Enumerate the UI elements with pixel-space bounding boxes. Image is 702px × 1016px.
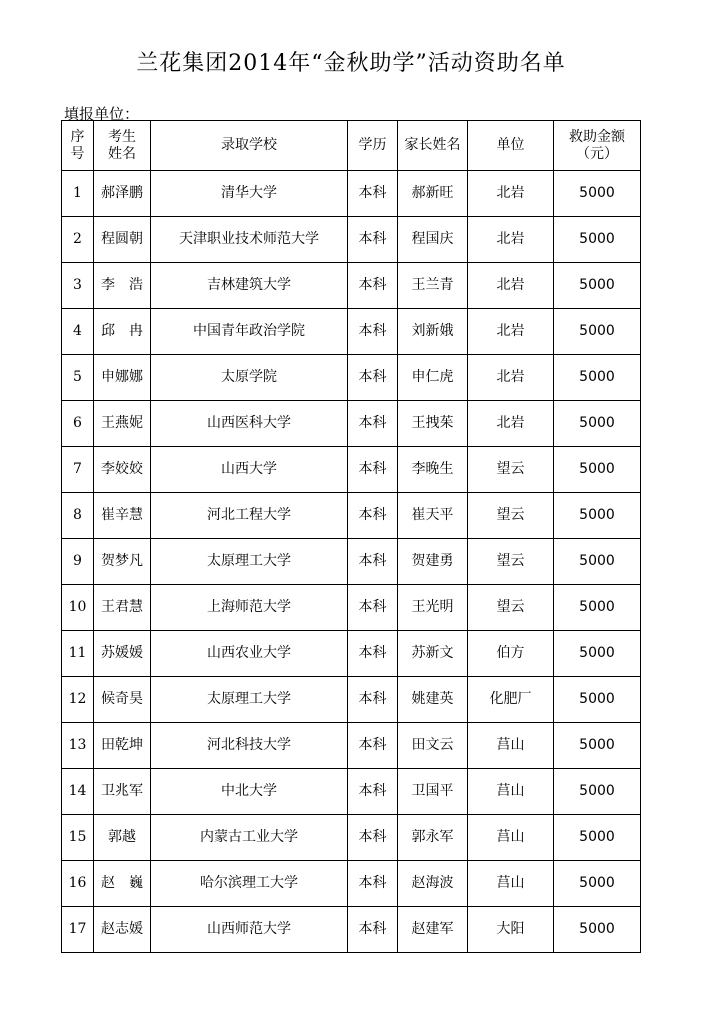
cell-name: 赵 巍 (94, 861, 151, 907)
table-row (62, 447, 641, 493)
cell-name: 田乾坤 (94, 723, 151, 769)
cell-amount: 5000 (554, 677, 641, 723)
cell-amount: 5000 (554, 723, 641, 769)
cell-school: 山西师范大学 (151, 907, 348, 953)
header-parent: 家长姓名 (398, 121, 468, 171)
cell-seq: 13 (62, 723, 94, 769)
cell-unit: 大阳 (468, 907, 554, 953)
cell-unit: 望云 (468, 447, 554, 493)
cell-amount: 5000 (554, 263, 641, 309)
table-row (62, 355, 641, 401)
cell-parent: 姚建英 (398, 677, 468, 723)
table-row (62, 585, 641, 631)
cell-amount: 5000 (554, 447, 641, 493)
cell-education: 本科 (348, 217, 398, 263)
table-row (62, 217, 641, 263)
cell-parent: 郭永军 (398, 815, 468, 861)
fill-unit-label: 填报单位： (64, 105, 140, 123)
header-unit: 单位 (468, 121, 554, 171)
cell-unit: 北岩 (468, 309, 554, 355)
cell-school: 太原理工大学 (151, 677, 348, 723)
cell-unit: 莒山 (468, 861, 554, 907)
cell-unit: 莒山 (468, 815, 554, 861)
cell-education: 本科 (348, 401, 398, 447)
cell-seq: 16 (62, 861, 94, 907)
cell-amount: 5000 (554, 631, 641, 677)
cell-education: 本科 (348, 631, 398, 677)
cell-name: 崔辛慧 (94, 493, 151, 539)
cell-school: 吉林建筑大学 (151, 263, 348, 309)
cell-parent: 申仁虎 (398, 355, 468, 401)
header-school: 录取学校 (151, 121, 348, 171)
cell-amount: 5000 (554, 217, 641, 263)
cell-amount: 5000 (554, 585, 641, 631)
cell-name: 苏媛媛 (94, 631, 151, 677)
cell-seq: 17 (62, 907, 94, 953)
cell-school: 山西农业大学 (151, 631, 348, 677)
cell-education: 本科 (348, 539, 398, 585)
cell-parent: 田文云 (398, 723, 468, 769)
cell-seq: 3 (62, 263, 94, 309)
cell-name: 李姣姣 (94, 447, 151, 493)
cell-school: 河北工程大学 (151, 493, 348, 539)
cell-name: 贺梦凡 (94, 539, 151, 585)
header-amount-line2: （元） (576, 145, 618, 162)
cell-parent: 王兰青 (398, 263, 468, 309)
cell-amount: 5000 (554, 171, 641, 217)
cell-school: 中北大学 (151, 769, 348, 815)
cell-name: 王燕妮 (94, 401, 151, 447)
cell-seq: 10 (62, 585, 94, 631)
cell-name: 郝泽鹏 (94, 171, 151, 217)
cell-amount: 5000 (554, 309, 641, 355)
header-amount-line1: 救助金额 (569, 128, 625, 145)
cell-seq: 6 (62, 401, 94, 447)
table-row (62, 815, 641, 861)
header-name (94, 121, 151, 171)
cell-education: 本科 (348, 171, 398, 217)
cell-name: 赵志媛 (94, 907, 151, 953)
table-row (62, 493, 641, 539)
cell-amount: 5000 (554, 401, 641, 447)
table-row (62, 171, 641, 217)
table-row (62, 677, 641, 723)
header-name-line1: 考生 (108, 128, 136, 145)
cell-name: 卫兆军 (94, 769, 151, 815)
cell-name: 郭越 (94, 815, 151, 861)
cell-unit: 北岩 (468, 401, 554, 447)
cell-unit: 望云 (468, 585, 554, 631)
header-seq-line2: 号 (70, 145, 85, 162)
cell-parent: 卫国平 (398, 769, 468, 815)
table-row (62, 769, 641, 815)
table-row (62, 309, 641, 355)
cell-seq: 5 (62, 355, 94, 401)
table-row (62, 539, 641, 585)
cell-amount: 5000 (554, 815, 641, 861)
cell-unit: 北岩 (468, 263, 554, 309)
table-header-row (62, 121, 641, 171)
cell-school: 河北科技大学 (151, 723, 348, 769)
cell-amount: 5000 (554, 539, 641, 585)
cell-seq: 4 (62, 309, 94, 355)
table-body (62, 171, 641, 953)
cell-education: 本科 (348, 723, 398, 769)
table-row (62, 861, 641, 907)
cell-education: 本科 (348, 309, 398, 355)
cell-unit: 化肥厂 (468, 677, 554, 723)
cell-amount: 5000 (554, 907, 641, 953)
cell-school: 山西医科大学 (151, 401, 348, 447)
cell-amount: 5000 (554, 861, 641, 907)
cell-education: 本科 (348, 493, 398, 539)
cell-name: 申娜娜 (94, 355, 151, 401)
cell-unit: 莒山 (468, 769, 554, 815)
cell-school: 清华大学 (151, 171, 348, 217)
cell-education: 本科 (348, 677, 398, 723)
cell-school: 中国青年政治学院 (151, 309, 348, 355)
cell-seq: 7 (62, 447, 94, 493)
cell-school: 内蒙古工业大学 (151, 815, 348, 861)
table-row (62, 263, 641, 309)
cell-seq: 1 (62, 171, 94, 217)
cell-name: 程圆朝 (94, 217, 151, 263)
cell-education: 本科 (348, 263, 398, 309)
roster-table (61, 120, 641, 953)
cell-seq: 9 (62, 539, 94, 585)
cell-parent: 崔天平 (398, 493, 468, 539)
cell-amount: 5000 (554, 769, 641, 815)
cell-name: 邱 冉 (94, 309, 151, 355)
cell-name: 候奇昊 (94, 677, 151, 723)
cell-school: 天津职业技术师范大学 (151, 217, 348, 263)
cell-unit: 望云 (468, 539, 554, 585)
cell-parent: 刘新娥 (398, 309, 468, 355)
cell-education: 本科 (348, 861, 398, 907)
cell-parent: 贺建勇 (398, 539, 468, 585)
header-seq (62, 121, 94, 171)
cell-parent: 王拽茱 (398, 401, 468, 447)
cell-school: 山西大学 (151, 447, 348, 493)
cell-parent: 赵建军 (398, 907, 468, 953)
cell-parent: 赵海波 (398, 861, 468, 907)
cell-seq: 14 (62, 769, 94, 815)
cell-parent: 郝新旺 (398, 171, 468, 217)
cell-unit: 伯方 (468, 631, 554, 677)
cell-parent: 程国庆 (398, 217, 468, 263)
cell-name: 王君慧 (94, 585, 151, 631)
cell-education: 本科 (348, 447, 398, 493)
cell-unit: 望云 (468, 493, 554, 539)
header-amount (554, 121, 641, 171)
header-name-line2: 姓名 (108, 145, 136, 162)
cell-education: 本科 (348, 585, 398, 631)
cell-parent: 苏新文 (398, 631, 468, 677)
table-row (62, 401, 641, 447)
cell-seq: 15 (62, 815, 94, 861)
cell-school: 哈尔滨理工大学 (151, 861, 348, 907)
cell-unit: 北岩 (468, 217, 554, 263)
cell-school: 太原学院 (151, 355, 348, 401)
header-seq-line1: 序 (70, 128, 85, 145)
cell-education: 本科 (348, 355, 398, 401)
table-row (62, 631, 641, 677)
document-title: 兰花集团2014年“金秋助学”活动资助名单 (136, 51, 566, 76)
table-row (62, 723, 641, 769)
cell-school: 上海师范大学 (151, 585, 348, 631)
cell-name: 李 浩 (94, 263, 151, 309)
cell-unit: 北岩 (468, 171, 554, 217)
cell-parent: 李晚生 (398, 447, 468, 493)
cell-parent: 王光明 (398, 585, 468, 631)
cell-education: 本科 (348, 907, 398, 953)
cell-seq: 8 (62, 493, 94, 539)
cell-seq: 12 (62, 677, 94, 723)
cell-seq: 11 (62, 631, 94, 677)
cell-unit: 北岩 (468, 355, 554, 401)
cell-unit: 莒山 (468, 723, 554, 769)
table-row (62, 907, 641, 953)
cell-amount: 5000 (554, 493, 641, 539)
cell-education: 本科 (348, 815, 398, 861)
cell-amount: 5000 (554, 355, 641, 401)
cell-school: 太原理工大学 (151, 539, 348, 585)
header-education: 学历 (348, 121, 398, 171)
cell-seq: 2 (62, 217, 94, 263)
cell-education: 本科 (348, 769, 398, 815)
